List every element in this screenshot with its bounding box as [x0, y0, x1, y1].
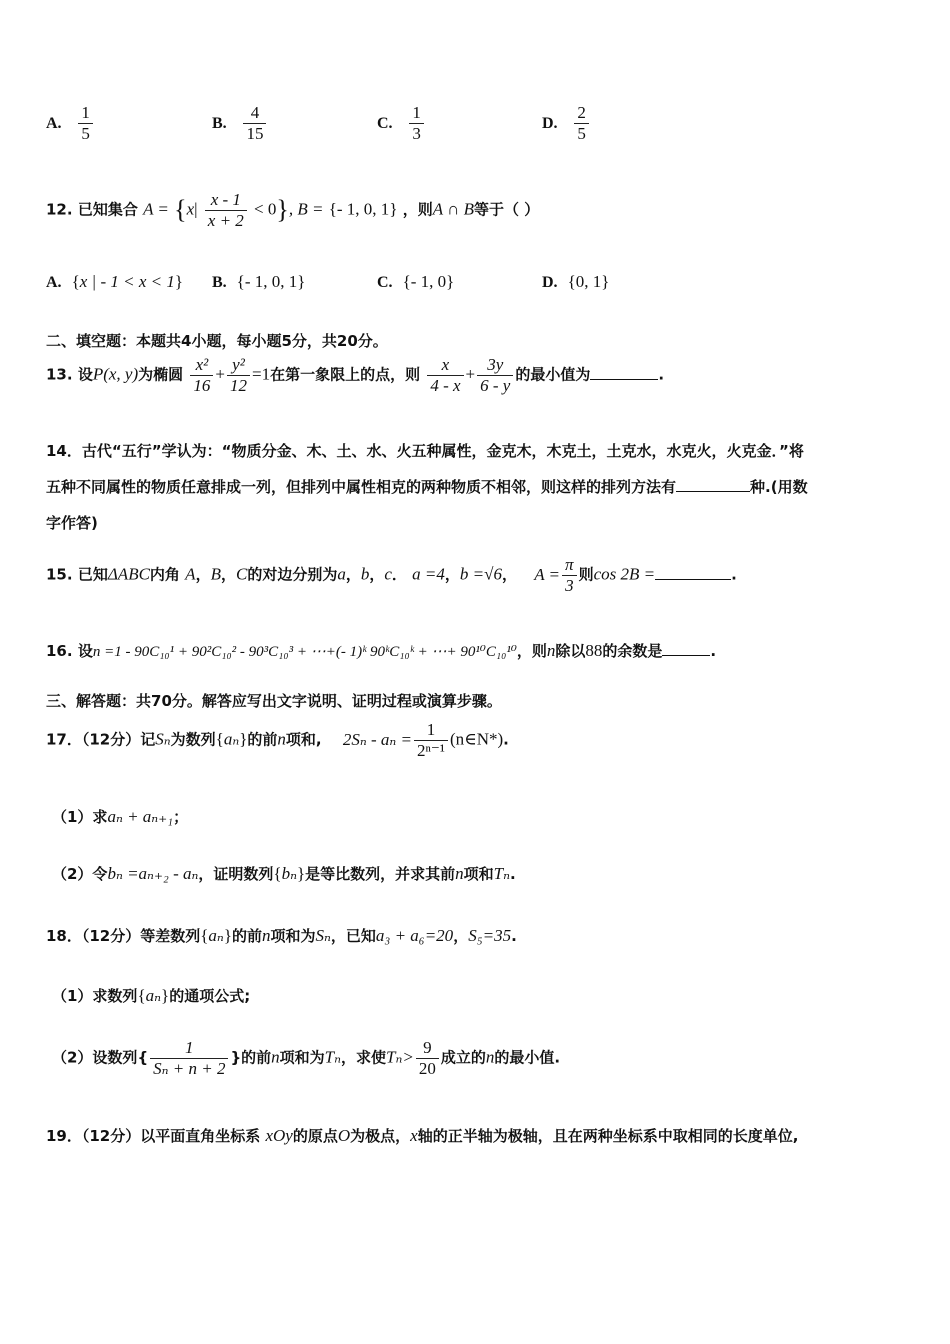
option-fraction: $\frac{1}{5}$: [78, 103, 93, 143]
fraction: $\frac{x - 1}{x + 2}$: [205, 190, 247, 230]
q11-option-b: [212, 103, 268, 143]
question-17-part-1: （1）求aₙ + aₙ₊₁；: [52, 807, 189, 826]
option-label: A.: [46, 114, 62, 132]
question-15: 15. 已知ΔABC内角 A，B，C的对边分别为a，b，c． a =4，b =√6， A = $\frac{\pi}{3}$ 则cos 2B = .: [46, 555, 737, 595]
question-17-part-2: （2）令bₙ =aₙ₊₂ - aₙ，证明数列{bₙ}是等比数列，并求其前n项和Tₙ.: [52, 864, 516, 883]
option-fraction: $\frac{2}{5}$: [574, 103, 589, 143]
option-label: B.: [212, 114, 227, 132]
q12-option-c: C. {- 1, 0}: [377, 272, 455, 291]
question-13: 13. 设P(x, y)为椭圆 $\frac{\text{x²}}{16}$ + $\frac{\text{y²}}{12}$ =1在第一象限上的点，则 $\frac{x}{4 - x}$ + $\frac{3y}{6 - y}$ 的最小值为 .: [46, 355, 665, 395]
question-16: 16. 设n =1 - 90C₁₀¹ + 90²C₁₀² - 90³C₁₀³ + ⋯+(- 1)ᵏ 90ᵏC₁₀ᵏ + ⋯+ 90¹⁰C₁₀¹⁰，则n除以88的余数是 .: [46, 641, 717, 660]
question-14-line-1: 14．古代“五行”学认为：“物质分金、木、土、水、火五种属性，金克木，木克土，土克水，水克火，火克金．”将: [46, 442, 804, 460]
q12-option-b: B. {- 1, 0, 1}: [212, 272, 306, 291]
option-label: D.: [542, 114, 558, 132]
q11-option-c: [377, 103, 426, 143]
option-fraction: $\frac{4}{15}$: [243, 103, 266, 143]
question-17: 17．（12分）记Sₙ为数列{aₙ}的前n项和, 2Sₙ - aₙ = $\frac{1}{\text{2ⁿ⁻¹}}$ (n∈N*).: [46, 720, 509, 760]
question-19: 19．（12分）以平面直角坐标系 xOy的原点O为极点，x轴的正半轴为极轴，且在两种坐标系中取相同的长度单位,: [46, 1126, 799, 1145]
answer-blank: [590, 365, 658, 380]
section-heading: 二、填空题：本题共4小题，每小题5分，共20分。: [46, 332, 388, 350]
option-label: C.: [377, 114, 393, 132]
option-fraction: $\frac{1}{3}$: [409, 103, 424, 143]
question-12: 12. 已知集合 A = {x| $\frac{x - 1}{x + 2}$ < 0}, B = {- 1, 0, 1} ，则A ∩ B等于（ ）: [46, 190, 540, 230]
question-18: 18．（12分）等差数列{aₙ}的前n项和为Sₙ，已知a₃ + a₆=20，S₅=35.: [46, 926, 517, 945]
answer-blank: [662, 641, 710, 656]
answer-blank: [676, 477, 750, 492]
q12-option-a: A. {x | - 1 < x < 1}: [46, 272, 184, 291]
question-14-line-3: 字作答): [46, 514, 98, 532]
answer-blank: [655, 565, 731, 580]
section-heading: 三、解答题：共70分。解答应写出文字说明、证明过程或演算步骤。: [46, 692, 502, 710]
q11-option-d: [542, 103, 591, 143]
question-14-line-2: 五种不同属性的物质任意排成一列，但排列中属性相克的两种物质不相邻，则这样的排列方法有 种.(用数: [46, 478, 808, 496]
question-18-part-2: （2）设数列{ $\frac{1}{\text{Sₙ + n + 2}}$ }的前n项和为Tₙ，求使Tₙ> $\frac{9}{20}$ 成立的n的最小值.: [52, 1038, 561, 1078]
question-18-part-1: （1）求数列{aₙ}的通项公式;: [52, 986, 251, 1005]
q11-option-a: [46, 103, 95, 143]
q12-option-d: D. {0, 1}: [542, 272, 610, 291]
